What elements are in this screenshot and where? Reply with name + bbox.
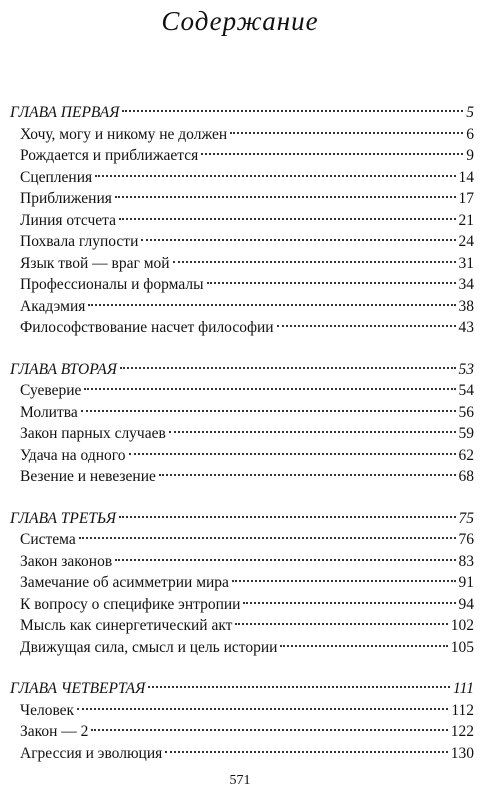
toc-entry-page-number: 54	[458, 382, 474, 399]
dot-leader	[79, 537, 456, 539]
chapter-heading	[10, 678, 474, 700]
toc-entry-page-number: 130	[450, 744, 474, 762]
toc-entry	[10, 594, 474, 616]
dot-leader	[91, 729, 447, 731]
dot-leader	[169, 431, 456, 433]
toc-entry	[10, 296, 474, 318]
toc-entry-page-number: 102	[450, 617, 474, 634]
toc-entry	[10, 188, 474, 210]
toc-entry-label: Закон законов	[20, 552, 113, 570]
toc-entry-page-number: 24	[458, 233, 474, 250]
toc-entry-label: Удача на одного	[20, 446, 126, 464]
dot-leader	[115, 196, 456, 198]
dot-leader	[119, 218, 456, 220]
chapter-block	[10, 359, 474, 488]
toc-entry-page-number: 62	[458, 446, 474, 464]
toc-entry-page-number: 68	[458, 468, 474, 485]
toc-entry-label: Суеверие	[20, 382, 82, 399]
toc-entry	[10, 145, 474, 167]
toc-entry-label: Мысль как синергетический акт	[20, 617, 233, 634]
toc-entry-page-number: 91	[458, 574, 474, 591]
toc-entry-page-number: 17	[458, 190, 474, 207]
dot-leader	[119, 516, 455, 518]
dot-leader	[230, 132, 463, 134]
toc-entry-label: Приближения	[20, 190, 112, 207]
toc-entry-page-number: 56	[458, 403, 474, 421]
toc-entry-page-number: 31	[458, 254, 474, 272]
chapter-block	[10, 678, 474, 764]
dot-leader	[88, 304, 455, 306]
toc-entry-page-number: 38	[458, 297, 474, 315]
toc-entry	[10, 551, 474, 573]
toc-entry-page-number: 59	[458, 425, 474, 442]
dot-leader	[173, 261, 456, 263]
toc-entry	[10, 124, 474, 146]
toc-entry-label: Похвала глупости	[20, 233, 139, 250]
page-number: 571	[229, 773, 251, 788]
toc-entry	[10, 743, 474, 765]
toc-entry	[10, 231, 474, 253]
toc-entry-label: Рождается и приближается	[20, 147, 199, 164]
toc-entry-page-number: 122	[450, 723, 474, 740]
dot-leader	[235, 623, 447, 625]
dot-leader	[159, 474, 456, 476]
toc-entry	[10, 317, 474, 339]
toc-entry	[10, 380, 474, 402]
toc-entry	[10, 402, 474, 424]
toc-entry-label: Закон — 2	[20, 723, 89, 740]
table-of-contents	[10, 102, 474, 784]
dot-leader	[243, 602, 455, 604]
chapter-heading	[10, 359, 474, 381]
chapter-heading-label: ГЛАВА ТРЕТЬЯ	[10, 509, 117, 527]
dot-leader	[77, 708, 448, 710]
dot-leader	[122, 110, 463, 112]
toc-entry-page-number: 14	[458, 168, 474, 186]
toc-entry	[10, 253, 474, 275]
toc-entry-page-number: 34	[458, 276, 474, 293]
toc-entry-page-number: 94	[458, 595, 474, 613]
toc-entry-label: Замечание об асимметрии мира	[20, 574, 229, 591]
toc-entry-page-number: 83	[458, 552, 474, 570]
toc-entry-label: Акадэмия	[20, 297, 86, 315]
toc-entry-page-number: 43	[458, 319, 474, 336]
dot-leader	[148, 686, 450, 688]
dot-leader	[207, 282, 456, 284]
toc-entry-page-number: 105	[450, 638, 474, 656]
dot-leader	[165, 751, 448, 753]
chapter-heading	[10, 508, 474, 530]
dot-leader	[95, 175, 455, 177]
chapter-block	[10, 508, 474, 659]
toc-entry-label: Язык твой — враг мой	[20, 254, 170, 272]
toc-entry	[10, 466, 474, 488]
dot-leader	[141, 239, 455, 241]
toc-entry	[10, 721, 474, 743]
chapter-heading-label: ГЛАВА ВТОРАЯ	[10, 360, 117, 378]
chapter-heading-page-number: 111	[453, 680, 474, 697]
toc-entry-label: Движущая сила, смысл и цель истории	[20, 638, 278, 656]
dot-leader	[84, 388, 455, 390]
chapter-heading-page-number: 53	[458, 360, 474, 378]
toc-entry-label: Хочу, могу и никому не должен	[20, 125, 228, 143]
toc-entry	[10, 210, 474, 232]
toc-entry-label: Агрессия и эволюция	[20, 744, 163, 762]
chapter-block	[10, 102, 474, 339]
toc-entry-label: Молитва	[20, 403, 78, 421]
toc-entry-label: Сцепления	[20, 168, 93, 186]
toc-entry-page-number: 9	[466, 147, 474, 164]
toc-entry	[10, 700, 474, 722]
chapter-heading-label: ГЛАВА ПЕРВАЯ	[10, 104, 120, 121]
dot-leader	[120, 367, 456, 369]
toc-entry-page-number: 6	[466, 125, 474, 143]
dot-leader	[232, 580, 456, 582]
toc-entry-page-number: 21	[458, 211, 474, 229]
dot-leader	[277, 325, 456, 327]
toc-entry-page-number: 76	[458, 531, 474, 548]
dot-leader	[115, 559, 455, 561]
toc-entry-label: Линия отсчета	[20, 211, 116, 229]
toc-entry-label: Человек	[20, 701, 75, 719]
toc-entry-label: Философствование насчет философии	[20, 319, 274, 336]
toc-entry-label: Закон парных случаев	[20, 425, 166, 442]
toc-entry	[10, 445, 474, 467]
toc-entry-label: К вопросу о специфике энтропии	[20, 595, 241, 613]
dot-leader	[81, 410, 456, 412]
toc-entry	[10, 615, 474, 637]
toc-entry-label: Профессионалы и формалы	[20, 276, 204, 293]
toc-entry-label: Везение и невезение	[20, 468, 156, 485]
dot-leader	[280, 645, 447, 647]
toc-entry	[10, 423, 474, 445]
chapter-heading	[10, 102, 474, 124]
toc-entry	[10, 637, 474, 659]
toc-entry	[10, 167, 474, 189]
chapter-heading-page-number: 75	[458, 509, 474, 527]
dot-leader	[201, 153, 463, 155]
toc-entry-page-number: 112	[451, 701, 474, 719]
toc-entry	[10, 572, 474, 594]
toc-entry	[10, 529, 474, 551]
toc-entry-label: Система	[20, 531, 76, 548]
chapter-heading-page-number: 5	[466, 104, 474, 121]
chapter-heading-label: ГЛАВА ЧЕТВЕРТАЯ	[10, 680, 146, 697]
toc-entry	[10, 274, 474, 296]
dot-leader	[129, 453, 456, 455]
page-title: Содержание	[161, 6, 319, 36]
